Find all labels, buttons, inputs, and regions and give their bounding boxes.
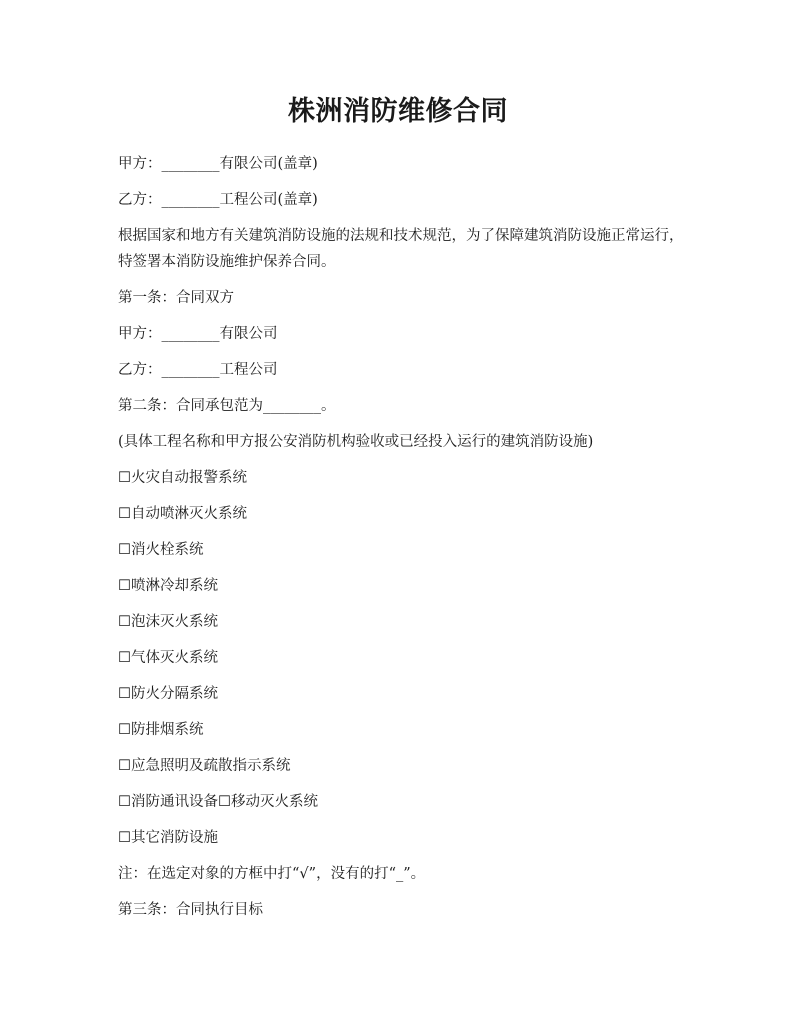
paragraph: 第三条：合同执行目标 xyxy=(118,902,263,918)
paragraph: ☐泡沫灭火系统 xyxy=(118,614,218,630)
paragraph: ☐防火分隔系统 xyxy=(118,686,218,702)
paragraph: ☐自动喷淋灭火系统 xyxy=(118,506,247,522)
paragraph: (具体工程名称和甲方报公安消防机构验收或已经投入运行的建筑消防设施) xyxy=(118,434,594,450)
paragraph: ☐其它消防设施 xyxy=(118,830,218,846)
paragraph: 乙方：________工程公司(盖章) xyxy=(118,192,318,208)
paragraph: 注：在选定对象的方框中打“√”，没有的打“_”。 xyxy=(118,866,426,882)
paragraph: 第二条：合同承包范为________。 xyxy=(118,398,336,414)
document-title: 株洲消防维修合同 xyxy=(288,96,508,127)
paragraph: 乙方：________工程公司 xyxy=(118,362,278,378)
paragraph: 甲方：________有限公司 xyxy=(118,326,278,342)
paragraph: ☐消防通讯设备☐移动灭火系统 xyxy=(118,794,318,810)
paragraph: ☐喷淋冷却系统 xyxy=(118,578,218,594)
paragraph: ☐应急照明及疏散指示系统 xyxy=(118,758,291,774)
paragraph: 第一条：合同双方 xyxy=(118,290,234,306)
paragraph: 甲方：________有限公司(盖章) xyxy=(118,156,318,172)
paragraph: 根据国家和地方有关建筑消防设施的法规和技术规范，为了保障建筑消防设施正常运行，特签署本消防设施维护保养合同。 xyxy=(118,228,684,270)
paragraph: ☐火灾自动报警系统 xyxy=(118,470,247,486)
paragraph: ☐防排烟系统 xyxy=(118,722,204,738)
document-body xyxy=(118,146,688,928)
paragraph: ☐气体灭火系统 xyxy=(118,650,218,666)
paragraph: ☐消火栓系统 xyxy=(118,542,204,558)
